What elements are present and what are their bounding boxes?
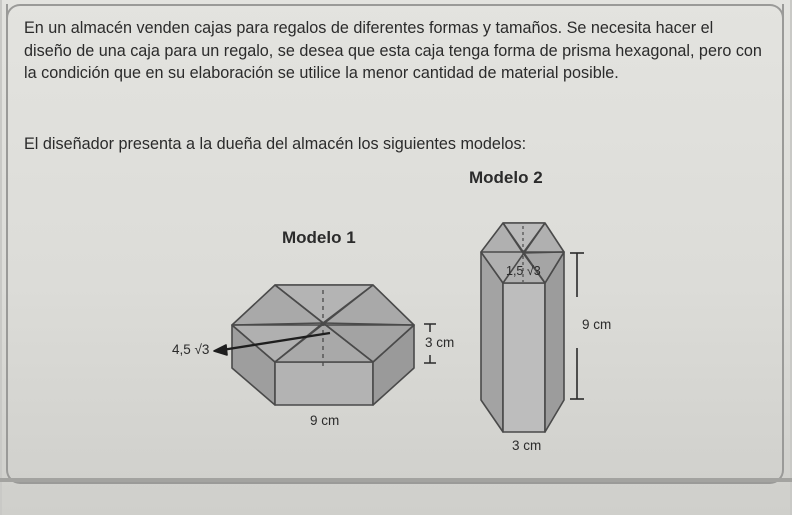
model2-front-face — [503, 283, 545, 432]
model1-height-label: 3 cm — [425, 335, 455, 350]
model1-apothem-label: 4,5 √3 — [172, 342, 210, 357]
model1-prism — [214, 285, 414, 405]
model1-title: Modelo 1 — [282, 228, 356, 247]
model2-title: Modelo 2 — [469, 168, 543, 187]
model2-side-label: 3 cm — [512, 438, 542, 453]
model1-side-label: 9 cm — [310, 413, 340, 428]
models-intro: El diseñador presenta a la dueña del almacén los siguientes modelos: — [24, 135, 527, 153]
model2-height-label: 9 cm — [582, 317, 612, 332]
model2-prism — [481, 223, 564, 432]
model2-apothem-label: 1,5 √3 — [506, 264, 541, 278]
problem-statement: En un almacén venden cajas para regalos de diferentes formas y tamaños. Se necesita hacer el diseño de una caja para un regalo, se desea que esta caja tenga forma de prisma hexagonal, pero con la condición que en su elaboración se utilice la menor cantidad de material posible. — [24, 19, 762, 83]
model1-front-face — [275, 362, 373, 405]
